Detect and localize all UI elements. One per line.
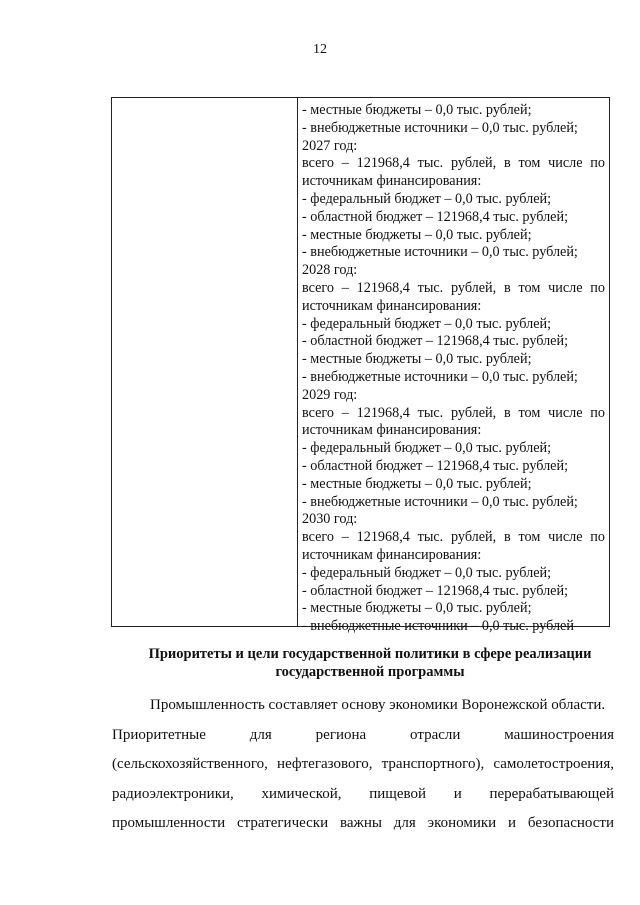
table-line: - федеральный бюджет – 0,0 тыс. рублей; [302,564,552,581]
table-line: - областной бюджет – 121968,4 тыс. рублей; [302,582,569,599]
table-line: - областной бюджет – 121968,4 тыс. рублей; [302,208,569,225]
table-line: - внебюджетные источники – 0,0 тыс. рублей; [302,493,578,510]
table-line: 2030 год: [302,511,358,528]
table-line: - местные бюджеты – 0,0 тыс. рублей; [302,600,532,617]
table-line: - федеральный бюджет – 0,0 тыс. рублей; [302,190,552,207]
paragraph-line: промышленности стратегически важны для экономики и безопасности [112,815,614,831]
table-line: - федеральный бюджет – 0,0 тыс. рублей; [302,440,552,457]
table-line: всего – 121968,4 тыс. рублей, в том числе по [302,155,605,172]
table-line: - местные бюджеты – 0,0 тыс. рублей; [302,226,532,243]
table-line: 2028 год: [302,262,358,279]
table-line: - внебюджетные источники – 0,0 тыс. рублей; [302,119,578,136]
table-line: - местные бюджеты – 0,0 тыс. рублей; [302,351,532,368]
table-line: - внебюджетные источники – 0,0 тыс. рублей [302,618,574,635]
heading-line: государственной программы [275,664,465,680]
table-line: - областной бюджет – 121968,4 тыс. рублей; [302,457,569,474]
paragraph-line: Приоритетные для региона отрасли машиностроения [112,726,614,743]
table-line: - федеральный бюджет – 0,0 тыс. рублей; [302,315,552,332]
table-line: источникам финансирования: [302,173,482,190]
table-line: источникам финансирования: [302,297,482,314]
paragraph-line: Промышленность составляет основу экономики Воронежской области. [150,697,606,713]
table-line: всего – 121968,4 тыс. рублей, в том числе по [302,529,605,546]
table-line: источникам финансирования: [302,422,482,439]
table-line: источникам финансирования: [302,546,482,563]
financing-table [111,97,610,635]
table-line: 2029 год: [302,386,358,403]
page-number: 12 [313,42,327,57]
body-paragraph [112,695,614,843]
table-line: - местные бюджеты – 0,0 тыс. рублей; [302,475,532,492]
table-column-divider [297,98,298,626]
table-line: - внебюджетные источники – 0,0 тыс. рублей; [302,368,578,385]
table-line: 2027 год: [302,137,358,154]
table-line: всего – 121968,4 тыс. рублей, в том числе по [302,279,605,296]
paragraph-line: (сельскохозяйственного, нефтегазового, транспортного), самолетостроения, [112,756,614,772]
heading-line: Приоритеты и цели государственной политики в сфере реализации [148,646,592,662]
table-line: - местные бюджеты – 0,0 тыс. рублей; [302,102,532,118]
paragraph-line: радиоэлектроники, химической, пищевой и перерабатывающей [112,785,614,802]
table-line: - внебюджетные источники – 0,0 тыс. рублей; [302,244,578,261]
financing-cell [302,102,605,636]
section-heading [125,645,615,681]
table-line: всего – 121968,4 тыс. рублей, в том числе по [302,404,605,421]
table-line: - областной бюджет – 121968,4 тыс. рублей; [302,333,569,350]
